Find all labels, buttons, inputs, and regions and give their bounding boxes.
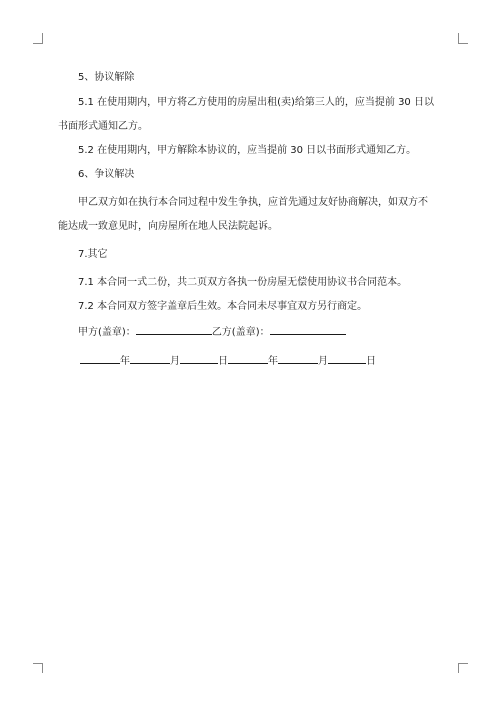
party-b-seal-blank[interactable] — [270, 323, 346, 335]
party-b-day-blank[interactable] — [328, 352, 366, 364]
dispute-paragraph-line-2: 能达成一致意见时，向房屋所在地人民法院起诉。 — [58, 221, 278, 232]
party-b-month-label: 月 — [318, 356, 328, 367]
party-a-year-blank[interactable] — [80, 352, 120, 364]
party-a-month-label: 月 — [170, 356, 180, 367]
signature-line — [58, 323, 448, 341]
clause-5-1-line-1: 5.1 在使用期内，甲方将乙方使用的房屋出租(卖)给第三人的，应当提前 30 日以 — [78, 97, 434, 108]
clause-5-2: 5.2 在使用期内，甲方解除本协议的，应当提前 30 日以书面形式通知乙方。 — [78, 145, 417, 156]
section-heading-dispute: 6、争议解决 — [78, 169, 135, 180]
party-b-year-label: 年 — [268, 356, 278, 367]
party-a-day-label: 日 — [218, 356, 228, 367]
party-b-day-label: 日 — [366, 356, 376, 367]
party-a-month-blank[interactable] — [130, 352, 170, 364]
clause-5-1-line-2: 书面形式通知乙方。 — [58, 121, 148, 132]
section-heading-termination: 5、协议解除 — [78, 72, 135, 83]
party-a-label: 甲方(盖章)： — [78, 327, 136, 338]
clause-7-2: 7.2 本合同双方签字盖章后生效。本合同未尽事宜双方另行商定。 — [78, 301, 368, 312]
party-b-year-blank[interactable] — [228, 352, 268, 364]
clause-7-1: 7.1 本合同一式二份，共二页双方各执一份房屋无偿使用协议书合同范本。 — [78, 277, 408, 288]
party-b-label: 乙方(盖章)： — [211, 327, 270, 338]
dispute-paragraph-line-1: 甲乙双方如在执行本合同过程中发生争执，应首先通过友好协商解决，如双方不 — [78, 197, 428, 208]
party-b-month-blank[interactable] — [278, 352, 318, 364]
party-a-year-label: 年 — [120, 356, 130, 367]
party-a-seal-blank[interactable] — [136, 323, 212, 335]
party-a-day-blank[interactable] — [180, 352, 218, 364]
date-line — [58, 352, 448, 370]
document-body — [58, 70, 448, 370]
section-heading-other: 7.其它 — [78, 249, 108, 260]
